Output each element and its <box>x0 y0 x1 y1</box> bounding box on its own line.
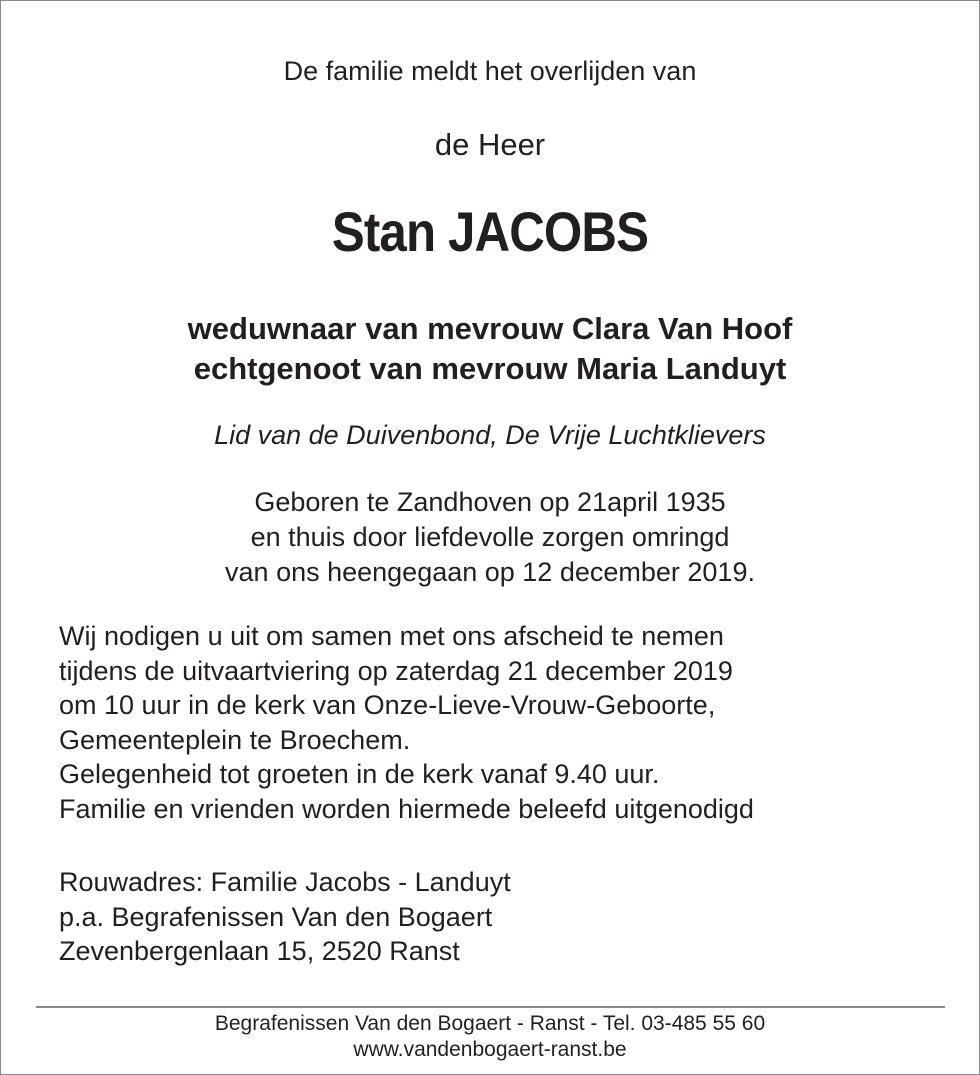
invitation-line: Familie en vrienden worden hiermede beleefd uitgenodigd <box>59 793 754 824</box>
funeral-invitation <box>59 619 939 826</box>
mourning-address <box>59 865 939 969</box>
funeral-home-footer <box>0 1011 980 1063</box>
address-line: p.a. Begrafenissen Van den Bogaert <box>59 901 493 932</box>
address-line: Zevenbergenlaan 15, 2520 Ranst <box>59 936 460 966</box>
birth-line: en thuis door liefdevolle zorgen omringd <box>250 522 730 552</box>
announcement-intro: De familie meldt het overlijden van <box>283 56 697 86</box>
birth-line: Geboren te Zandhoven op 21april 1935 <box>254 487 726 517</box>
spouse-details <box>0 309 980 389</box>
invitation-line: Gelegenheid tot groeten in de kerk vanaf 9.40 uur. <box>59 759 660 789</box>
spouse-line: weduwnaar van mevrouw Clara Van Hoof <box>187 311 793 346</box>
funeral-home-contact: Begrafenissen Van den Bogaert - Ranst - Tel. 03-485 55 60 <box>214 1012 766 1035</box>
birth-death-details <box>0 485 980 590</box>
funeral-home-website[interactable]: www.vandenbogaert-ranst.be <box>353 1038 627 1061</box>
invitation-line: tijdens de uitvaartviering op zaterdag 21 december 2019 <box>59 655 733 686</box>
invitation-line: Gemeenteplein te Broechem. <box>59 724 411 755</box>
invitation-line: om 10 uur in de kerk van Onze-Lieve-Vrouw-Geboorte, <box>59 690 716 720</box>
footer-divider <box>36 1006 945 1008</box>
title-prefix: de Heer <box>434 127 546 162</box>
address-line: Rouwadres: Familie Jacobs - Landuyt <box>59 867 511 897</box>
deceased-name: Stan JACOBS <box>331 200 649 263</box>
membership-note: Lid van de Duivenbond, De Vrije Luchtklievers <box>214 420 766 450</box>
birth-line: van ons heengegaan op 12 december 2019. <box>225 557 755 587</box>
spouse-line: echtgenoot van mevrouw Maria Landuyt <box>193 351 787 386</box>
invitation-line: Wij nodigen u uit om samen met ons afscheid te nemen <box>59 621 724 651</box>
